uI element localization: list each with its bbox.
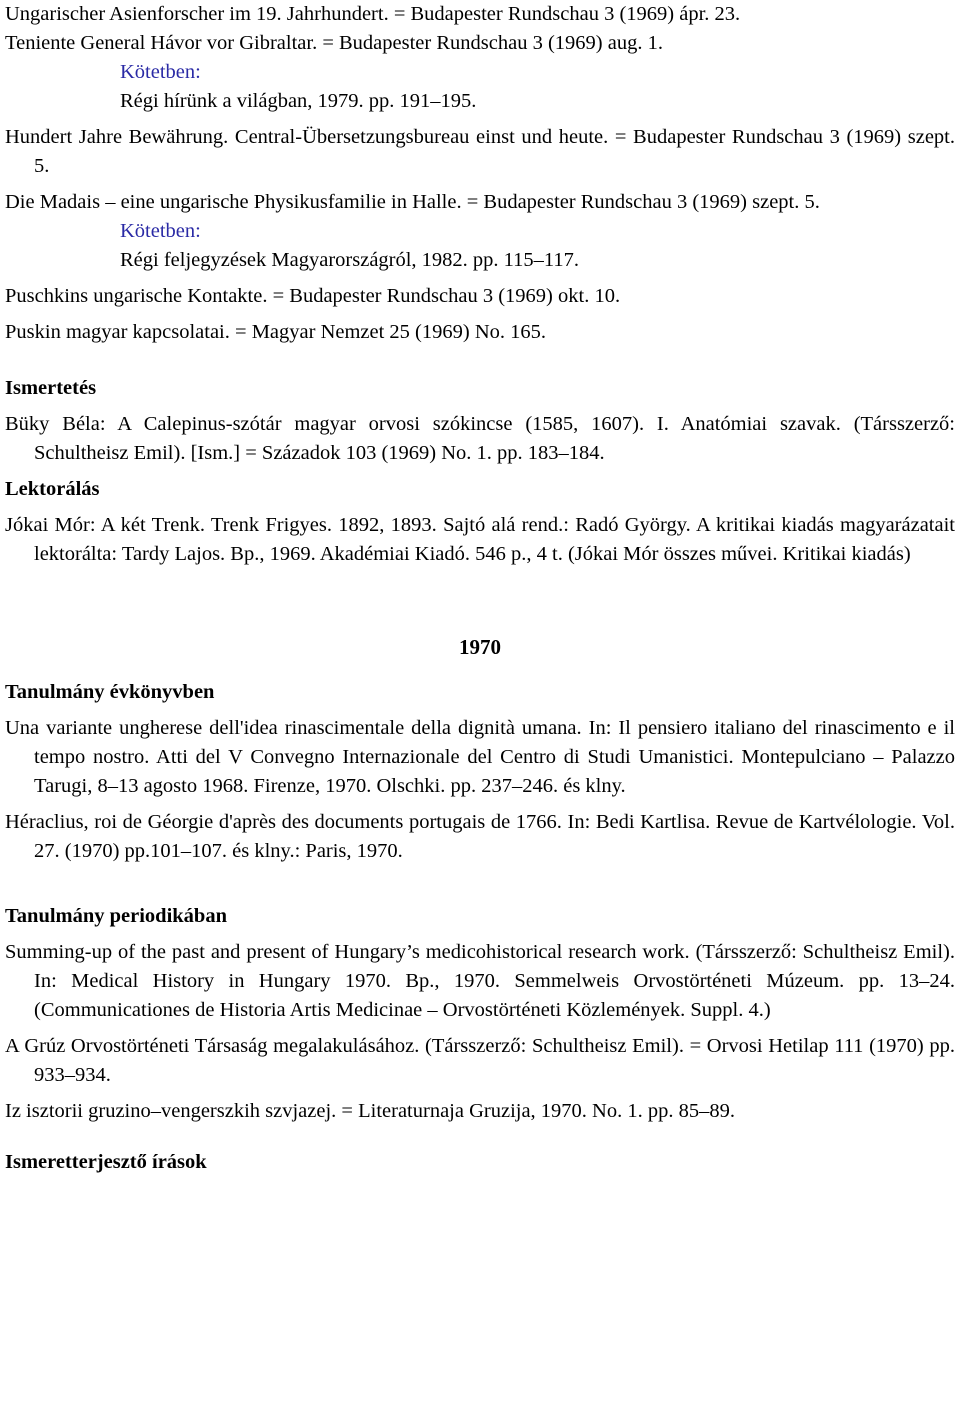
section-heading-evkonyv: Tanulmány évkönyvben [5,681,215,703]
bibliography-page [5,0,955,1177]
entry-iz-isztorii: Iz isztorii gruzino–vengerszkih szvjazej. = Literaturnaja Gruzija, 1970. No. 1. pp. 85–89. [5,1100,735,1122]
section-heading-ismertetes: Ismertetés [5,377,97,399]
entry-heraclius: Héraclius, roi de Géorgie d'après des documents portugais de 1766. In: Bedi Kartlisa. Revue de Kartvélologie. Vol. 27. (1970) pp.101–107. és klny.: Paris, 1970. [5,811,955,862]
entry-madais: Die Madais – eine ungarische Physikusfamilie in Halle. = Budapester Rundschau 3 (1969) szept. 5. [5,191,820,213]
kotetben-label: Kötetben: [120,61,201,83]
entry-summing-up: Summing-up of the past and present of Hungary’s medicohistorical research work. (Társszerző: Schultheisz Emil). In: Medical History in Hungary 1970. Bp., 1970. Semmelweis Orvostörténeti Múzeum. pp. 13–24. (Communicationes de Historia Artis Medicinae – Orvostörténeti Közlemények. Suppl. 4.) [5,941,955,1021]
entry-asienforscher: Ungarischer Asienforscher im 19. Jahrhundert. = Budapester Rundschau 3 (1969) ápr. 23. [5,3,741,25]
section-heading-ismeretterjeszto: Ismeretterjesztő írások [5,1151,207,1173]
entry-puskin: Puskin magyar kapcsolatai. = Magyar Nemzet 25 (1969) No. 165. [5,321,547,343]
kotetben-reference: Régi hírünk a világban, 1979. pp. 191–195. [120,90,477,112]
section-heading-lektoralas: Lektorálás [5,478,100,500]
section-heading-periodika: Tanulmány periodikában [5,905,227,927]
entry-puschkins: Puschkins ungarische Kontakte. = Budapester Rundschau 3 (1969) okt. 10. [5,285,621,307]
entry-buky-bela: Büky Béla: A Calepinus-szótár magyar orvosi szókincse (1585, 1607). I. Anatómiai szavak. (Társszerző: Schultheisz Emil). [Ism.] = Századok 103 (1969) No. 1. pp. 183–184. [5,413,955,464]
year-heading: 1970 [459,635,501,659]
entry-una-variante: Una variante ungherese dell'idea rinascimentale della dignità umana. In: Il pensiero italiano del rinascimento e il tempo nostro. Atti del V Convegno Internazionale del Centro di Studi Umanistici. Montepulciano – Palazzo Tarugi, 8–13 agosto 1968. Firenze, 1970. Olschki. pp. 237–246. és klny. [5,717,955,797]
entry-jokai-mor: Jókai Mór: A két Trenk. Trenk Frigyes. 1892, 1893. Sajtó alá rend.: Radó György. A kritikai kiadás magyarázatait lektorálta: Tardy Lajos. Bp., 1969. Akadémiai Kiadó. 546 p., 4 t. (Jókai Mór összes művei. Kritikai kiadás) [5,514,955,565]
kotetben-reference: Régi feljegyzések Magyarországról, 1982. pp. 115–117. [120,249,580,271]
entry-gruz-tarsasag: A Grúz Orvostörténeti Társaság megalakulásához. (Társszerző: Schultheisz Emil). = Orvosi Hetilap 111 (1970) pp. 933–934. [5,1035,955,1086]
kotetben-label: Kötetben: [120,220,201,242]
entry-hundert-jahre: Hundert Jahre Bewährung. Central-Übersetzungsbureau einst und heute. = Budapester Rundschau 3 (1969) szept. 5. [5,126,955,177]
entry-teniente: Teniente General Hávor vor Gibraltar. = Budapester Rundschau 3 (1969) aug. 1. [5,32,663,54]
